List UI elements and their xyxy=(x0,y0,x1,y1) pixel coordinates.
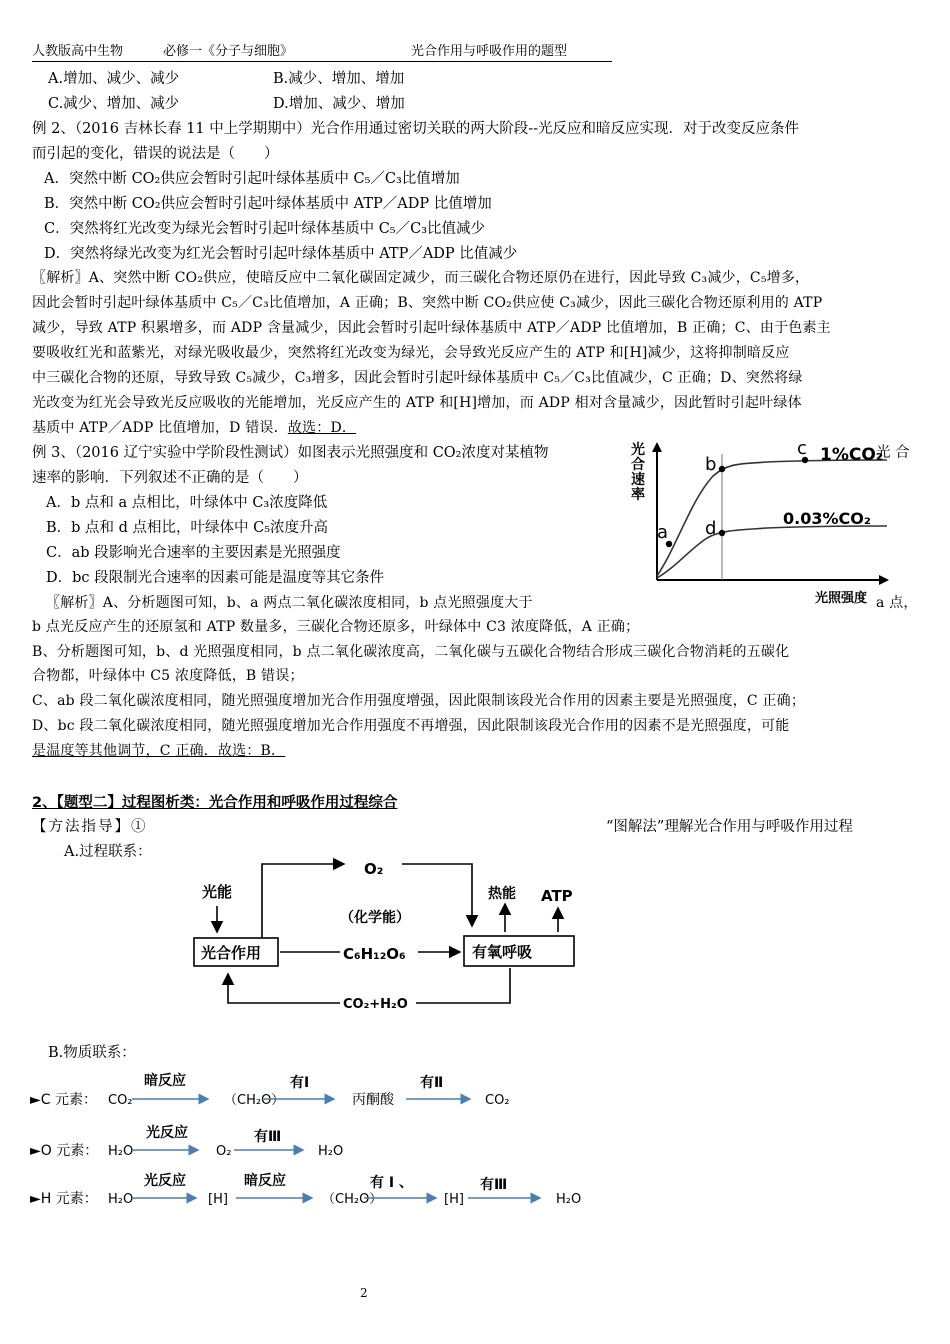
o-row-h2o-end: H₂O xyxy=(318,1144,344,1159)
series-label-1pct-co2: 1%CO₂ xyxy=(820,445,884,465)
c-row-arrow-2-label: 有Ⅰ xyxy=(290,1075,310,1091)
point-label-b: b xyxy=(705,454,717,475)
c-row-co2: CO₂ xyxy=(108,1093,133,1108)
o-row-o2: O₂ xyxy=(216,1144,232,1159)
glucose-label: C₆H₁₂O₆ xyxy=(343,945,406,963)
ex2-explanation-line1: 〖解析〗A、突然中断 CO₂供应，使暗反应中二氧化碳固定减少，而三碳化合物还原仍在进行，因此导致 C₃减少，C₅增多， xyxy=(32,270,810,286)
o-row-arrow-2-label: 有Ⅲ xyxy=(254,1129,282,1145)
photosynthesis-label: 光合作用 xyxy=(201,944,262,962)
y-axis-arrowhead xyxy=(652,442,662,452)
h-row-arrow-2-label: 暗反应 xyxy=(244,1173,286,1189)
o-row-h2o: H₂O xyxy=(108,1144,134,1159)
ex2-explanation-line4: 要吸收红光和蓝紫光，对绿光吸收最少，突然将红光改变为绿光，会导致光反应产生的 ATP 和[H]减少，这将抑制暗反应 xyxy=(32,345,790,361)
o-row-arrow-1-label: 光反应 xyxy=(146,1125,188,1141)
ex3-option-d: D．bc 段限制光合速率的因素可能是温度等其它条件 xyxy=(46,570,385,586)
running-header xyxy=(32,43,612,62)
c-row-pyruvate: 丙酮酸 xyxy=(352,1092,394,1108)
point-d xyxy=(719,530,725,536)
ex2-option-d: D．突然将绿光改变为红光会暂时引起叶绿体基质中 ATP／ADP 比值减少 xyxy=(44,246,518,262)
ex3-stem-line2: 速率的影响．下列叙述不正确的是（ ） xyxy=(32,470,308,486)
header-book: 人教版高中生物 xyxy=(32,44,124,59)
ex3-explanation-line5: C、ab 段二氧化碳浓度相同，随光照强度增加光合作用强度增强，因此限制该段光合作用的因素主要是光照强度，C 正确； xyxy=(32,693,806,709)
c-row-arrow-3-label: 有Ⅱ xyxy=(420,1075,444,1091)
ex2-option-a: A．突然中断 CO₂供应会暂时引起叶绿体基质中 C₅／C₃比值增加 xyxy=(44,171,460,187)
y-axis-label: 光合速率 xyxy=(631,442,645,503)
c-row-ch2o: （CH₂O） xyxy=(224,1093,285,1108)
ex2-stem-line2: 而引起的变化，错误的说法是（ ） xyxy=(32,146,279,162)
aerobic-label: 有氧呼吸 xyxy=(472,943,533,961)
header-volume: 必修一《分子与细胞》 xyxy=(163,44,294,59)
ex2-explanation-text: 基质中 ATP／ADP 比值增加，D 错误． xyxy=(32,420,288,436)
ex3-explanation-line4: 合物都，叶绿体中 C5 浓度降低，B 错误； xyxy=(32,668,304,684)
ex2-option-c: C．突然将红光改变为绿光会暂时引起叶绿体基质中 C₅／C₃比值减少 xyxy=(44,221,486,237)
ex3-stem-line1: 例 3、（2016 辽宁实验中学阶段性测试）如图表示光照强度和 CO₂浓度对某植物 xyxy=(32,445,549,461)
point-label-a: a xyxy=(657,522,669,543)
o2-arrow-out xyxy=(402,864,472,926)
ex2-explanation-line7 xyxy=(32,418,356,438)
ex3-explanation-line3: B、分析题图可知，b、d 光照强度相同，b 点二氧化碳浓度高，二氧化碳与五碳化合物结合形成三碳化合物消耗的五碳化 xyxy=(32,644,790,660)
h-row-h: [H] xyxy=(208,1192,228,1207)
sub-a-label: A.过程联系： xyxy=(64,844,152,860)
o2-arrow-in xyxy=(262,864,344,938)
photosynthesis-rate-chart xyxy=(625,438,925,610)
point-b xyxy=(719,466,725,472)
ex3-explanation-line7: 是温度等其他调节，C 正确．故选：B． xyxy=(32,743,286,759)
ex3-stem-line1-end: 光 合 xyxy=(876,445,910,461)
heat-label: 热能 xyxy=(488,886,516,902)
material-diagram xyxy=(28,1065,628,1215)
h-row-ch2o: （CH₂O） xyxy=(322,1192,383,1207)
o2-label: O₂ xyxy=(364,860,384,878)
o-row-label: ►O 元素： xyxy=(30,1143,99,1159)
light-energy-label: 光能 xyxy=(202,883,233,901)
ex2-explanation-line3: 减少，导致 ATP 积累增多，而 ADP 含量减少，因此会暂时引起叶绿体基质中 ATP／ADP 比值增加，B 正确；C、由于色素主 xyxy=(32,320,831,336)
ex2-explanation-line5: 中三碳化合物的还原，导致导致 C₅减少，C₃增多，因此会暂时引起叶绿体基质中 C₅／C₃比值减少，C 正确；D、突然将绿 xyxy=(32,370,803,386)
ex2-explanation-line6: 光改变为红光会导致光反应吸收的光能增加，光反应产生的 ATP 和[H]增加，而 ADP 相对含量减少，因此暂时引起叶绿体 xyxy=(32,395,802,411)
co2-h2o-label: CO₂+H₂O xyxy=(343,997,408,1012)
h-row-arrow-1-label: 光反应 xyxy=(144,1173,186,1189)
c-row-label: ►C 元素： xyxy=(30,1092,97,1108)
h-row-h2o: H₂O xyxy=(108,1192,134,1207)
h-row-h-2: [H] xyxy=(444,1192,464,1207)
c-row-arrow-1-label: 暗反应 xyxy=(144,1073,186,1089)
ex3-explanation-line6: D、bc 段二氧化碳浓度相同，随光照强度增加光合作用强度不再增强，因此限制该段光合作用的因素不是光照强度，可能 xyxy=(32,718,790,734)
point-label-c: c xyxy=(797,438,807,459)
ex3-explanation-line1: 〖解析〗A、分析题图可知，b、a 两点二氧化碳浓度相同，b 点光照强度大于 xyxy=(46,595,533,611)
ex1-option-c: C.减少、增加、减少 xyxy=(48,96,180,112)
sub-b-label: B.物质联系： xyxy=(48,1045,136,1061)
method-label: 【方法指导】① xyxy=(32,819,148,835)
series-003pct-co2-curve xyxy=(657,526,887,578)
ex1-option-a: A.增加、减少、减少 xyxy=(48,71,180,87)
method-text: “图解法”理解光合作用与呼吸作用过程 xyxy=(606,819,853,835)
ex1-option-d: D.增加、减少、增加 xyxy=(273,96,405,112)
x-axis-label: 光照强度 xyxy=(815,591,868,606)
ex3-explanation-line1-end: a 点， xyxy=(876,595,918,611)
section2-title: 2、【题型二】过程图析类：光合作用和呼吸作用过程综合 xyxy=(32,795,398,811)
chem-energy-label: （化学能） xyxy=(340,910,410,926)
series-label-003pct-co2: 0.03%CO₂ xyxy=(783,509,871,528)
point-label-d: d xyxy=(705,518,717,539)
ex3-option-a: A．b 点和 a 点相比，叶绿体中 C₃浓度降低 xyxy=(46,495,328,511)
h-row-h2o-end: H₂O xyxy=(556,1192,582,1207)
process-diagram xyxy=(180,856,590,1016)
h-row-arrow-3-label: 有 Ⅰ 、 xyxy=(370,1175,413,1191)
ex3-option-b: B．b 点和 d 点相比，叶绿体中 C₅浓度升高 xyxy=(46,520,329,536)
header-topic: 光合作用与呼吸作用的题型 xyxy=(411,44,568,59)
c-row-co2-end: CO₂ xyxy=(485,1093,510,1108)
atp-label: ATP xyxy=(541,887,573,905)
ex1-option-b: B.减少、增加、增加 xyxy=(273,71,405,87)
h-row-arrow-4-label: 有Ⅲ xyxy=(480,1177,508,1193)
ex3-option-c: C．ab 段影响光合速率的主要因素是光照强度 xyxy=(46,545,341,561)
x-axis-arrowhead xyxy=(879,575,889,585)
ex2-explanation-line2: 因此会暂时引起叶绿体基质中 C₅／C₃比值增加，A 正确；B、突然中断 CO₂供应使 C₃减少，因此三碳化合物还原利用的 ATP xyxy=(32,295,823,311)
ex3-explanation-line2: b 点光反应产生的还原氢和 ATP 数量多，三碳化合物还原多，叶绿体中 C3 浓度降低，A 正确； xyxy=(32,619,640,635)
ex2-option-b: B．突然中断 CO₂供应会暂时引起叶绿体基质中 ATP／ADP 比值增加 xyxy=(44,196,492,212)
ex2-answer: 故选：D． xyxy=(287,420,357,436)
h-row-label: ►H 元素： xyxy=(30,1191,98,1207)
page-number: 2 xyxy=(360,1286,368,1300)
ex2-stem-line1: 例 2、（2016 吉林长春 11 中上学期期中）光合作用通过密切关联的两大阶段--光反应和暗反应实现．对于改变反应条件 xyxy=(32,121,800,137)
